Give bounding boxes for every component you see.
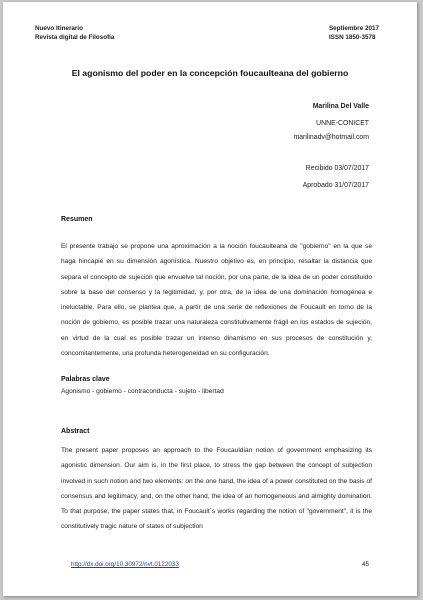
abstract-heading: Abstract [61,428,90,435]
approved-date: Aprobado 31/07/2017 [302,182,369,189]
author-name: Marilina Del Valle [312,103,369,110]
journal-name: Nuevo Itinerario [35,25,83,32]
author-institution: UNNE-CONICET [316,120,369,127]
page-number: 45 [361,561,369,568]
journal-header [35,24,114,42]
received-date: Recibido 03/07/2017 [305,165,369,172]
document-page [3,2,417,596]
author-email: marilinadv@hotmail.com [293,134,369,141]
issn: ISSN 1850-3578 [328,34,376,41]
keywords-heading: Palabras clave [61,376,110,383]
paper-title: El agonismo del poder en la concepción foucaulteana del gobierno [71,68,349,78]
journal-subtitle: Revista digital de Filosofía [35,34,115,41]
abstract-text: The present paper proposes an approach to the Foucauldian notion of government emphasizing its agonistic dimension. Our aim is, in the first place, to stress the gap between the concept of subjection involved in such notion and two elements: on the one hand, the idea of a power constituted on the basis of consensus and legitimacy, and, on the other hand, the idea of an homogeneous and almighty domination. To that purpose, the paper states that, in Foucault´s works regarding the notion of "government", it is the constitutively tragic nature of states of subjection [61,447,372,531]
keywords-text: Agonismo - gobierno - contraconducta - sujeto - libertad [61,388,224,395]
doi-link[interactable]: http://dx.doi.org/10.30972/nvt.0122033 [71,561,179,568]
issue-date: Septiembre 2017 [328,25,379,32]
resumen-text: El presente trabajo se propone una aproximación a la noción foucaulteana de "gobierno" en la que se haga hincapié en su dimensión agonística. Nuestro objetivo es, en principio, resaltar la distancia que separa el concepto de sujeción que envuelve tal noción, por una parte, de la idea de un poder constituido sobre la base del consenso y la legitimidad, y, por otra, de la idea de una dominación homogénea e ineluctable. Para ello, se plantea que, a partir de una serie de reflexiones de Foucault en torno de la noción de gobierno, es posible trazar una naturaleza constitutivamente frágil en los estados de sujeción, en virtud de la cual es posible trazar un intenso dinamismo en sus procesos de constitución y, concomitantemente, una profunda heterogeneidad en su configuración. [61,243,372,358]
issue-header [329,24,379,42]
resumen-heading: Resumen [61,216,93,223]
